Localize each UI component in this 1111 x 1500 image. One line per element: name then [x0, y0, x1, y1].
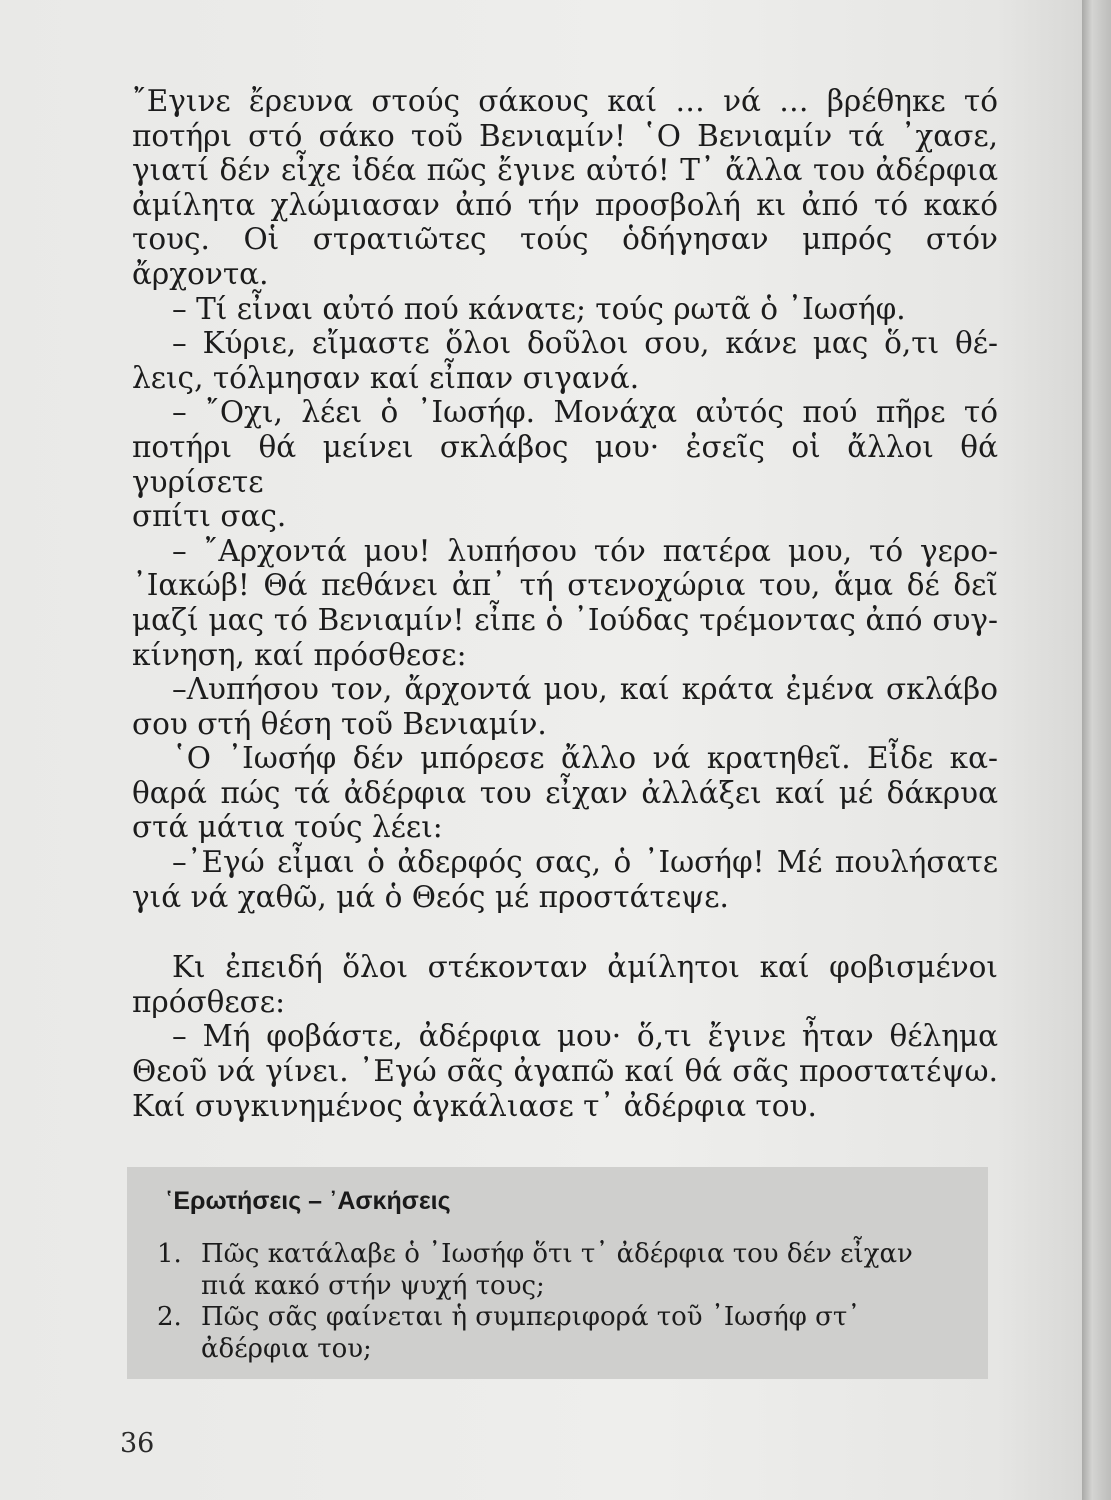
text-line: –᾿Εγώ εἶμαι ὁ ἀδερφός σας, ὁ ᾿Ιωσήφ! Μέ πουλήσατε: [172, 845, 998, 880]
text-line: τους. Οἱ στρατιῶτες τούς ὁδήγησαν μπρός στόν ἄρχοντα.: [132, 222, 998, 291]
question-line: Πῶς σᾶς φαίνεται ἡ συμπεριφορά τοῦ ᾿Ιωσήφ στ᾿: [201, 1302, 861, 1332]
text-line: – ῎Οχι, λέει ὁ ᾿Ιωσήφ. Μονάχα αὐτός πού πῆρε τό: [172, 395, 998, 430]
questions-list: [157, 1239, 957, 1365]
question-number: 1.: [157, 1239, 182, 1269]
text-line: σου στή θέση τοῦ Βενιαμίν.: [132, 706, 547, 741]
text-line: – Κύριε, εἴμαστε ὅλοι δοῦλοι σου, κάνε μας ὅ,τι θέ-: [172, 326, 998, 361]
text-line: γιατί δέν εἶχε ἰδέα πῶς ἔγινε αὐτό! Τ᾿ ἄλλα του ἀδέρφια: [132, 153, 998, 188]
text-line: Καί συγκινημένος ἀγκάλιασε τ᾿ ἀδέρφια του.: [132, 1088, 817, 1123]
question-line: πιά κακό στήν ψυχή τους;: [201, 1270, 545, 1301]
text-line: Κι ἐπειδή ὅλοι στέκονταν ἀμίλητοι καί φοβισμένοι: [172, 950, 998, 985]
text-line: – ῎Αρχοντά μου! λυπήσου τόν πατέρα μου, τό γερο-: [172, 533, 998, 568]
text-line: ῾Ο ᾿Ιωσήφ δέν μπόρεσε ἄλλο νά κρατηθεῖ. Εἶδε κα-: [172, 741, 998, 776]
text-line: κίνηση, καί πρόσθεσε:: [132, 637, 467, 672]
question-item: [157, 1239, 957, 1302]
question-number: 2.: [157, 1302, 182, 1332]
question-item: [157, 1302, 957, 1365]
text-line: Θεοῦ νά γίνει. ᾿Εγώ σᾶς ἀγαπῶ καί θά σᾶς προστατέψω.: [132, 1054, 998, 1089]
question-line: ἀδέρφια του;: [201, 1333, 372, 1364]
page-edge: [1082, 0, 1111, 1500]
questions-title: ῾Ερωτήσεις – ᾿Ασκήσεις: [165, 1187, 451, 1215]
paragraph-gap: [132, 914, 998, 950]
text-line: γιά νά χαθῶ, μά ὁ Θεός μέ προστάτεψε.: [132, 879, 729, 914]
text-line: ᾿Ιακώβ! Θά πεθάνει ἀπ᾿ τή στενοχώρια του, ἅμα δέ δεῖ: [132, 568, 998, 603]
story-text: [132, 84, 998, 1123]
text-line: ποτήρι στό σάκο τοῦ Βενιαμίν! ῾Ο Βενιαμίν τά ᾿χασε,: [132, 118, 998, 153]
text-line: πρόσθεσε:: [132, 984, 286, 1019]
text-line: ῎Εγινε ἔρευνα στούς σάκους καί … νά … βρέθηκε τό: [132, 84, 998, 118]
text-line: ποτήρι θά μείνει σκλάβος μου· ἐσεῖς οἱ ἄλλοι θά γυρίσετε: [132, 429, 998, 499]
text-line: στά μάτια τούς λέει:: [132, 810, 443, 845]
text-line: –Λυπήσου τον, ἄρχοντά μου, καί κράτα ἐμένα σκλάβο: [172, 672, 998, 707]
text-line: – Μή φοβάστε, ἀδέρφια μου· ὅ,τι ἔγινε ἦταν θέλημα: [172, 1019, 998, 1054]
text-line: – Τί εἶναι αὐτό πού κάνατε; τούς ρωτᾶ ὁ ᾿Ιωσήφ.: [172, 291, 906, 326]
text-line: ἀμίλητα χλώμιασαν ἀπό τήν προσβολή κι ἀπό τό κακό: [132, 187, 998, 222]
text-line: μαζί μας τό Βενιαμίν! εἶπε ὁ ᾿Ιούδας τρέμοντας ἀπό συγ-: [132, 602, 998, 637]
page-number: 36: [120, 1428, 155, 1459]
text-line: σπίτι σας.: [132, 499, 287, 534]
questions-box: [127, 1167, 988, 1379]
question-line: Πῶς κατάλαβε ὁ ᾿Ιωσήφ ὅτι τ᾿ ἀδέρφια του δέν εἶχαν: [201, 1239, 913, 1269]
text-line: λεις, τόλμησαν καί εἶπαν σιγανά.: [132, 360, 640, 395]
text-line: θαρά πώς τά ἀδέρφια του εἶχαν ἀλλάξει καί μέ δάκρυα: [132, 775, 998, 810]
